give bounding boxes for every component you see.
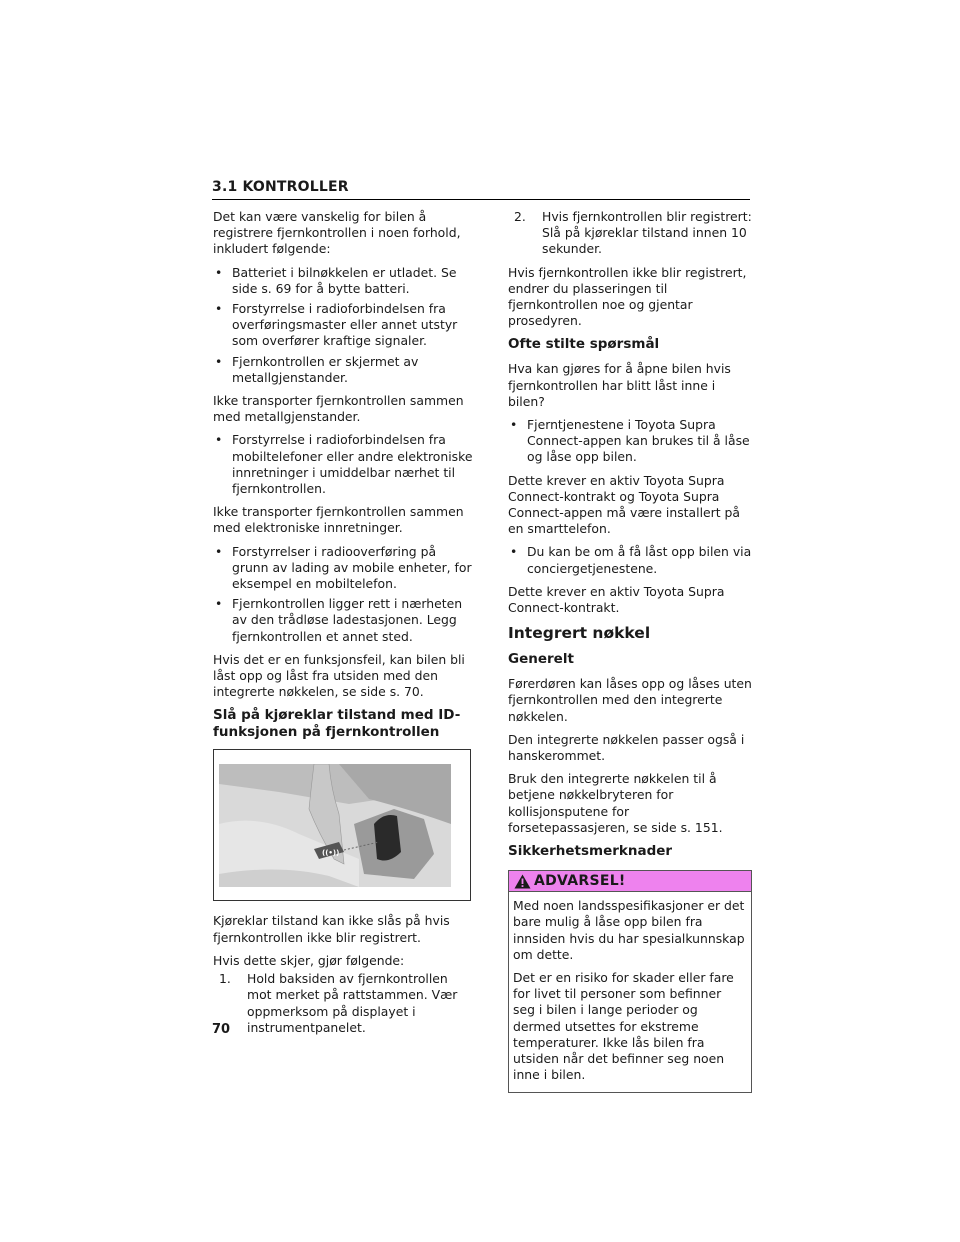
step-number: 2. [514,209,526,224]
list-item: • Forstyrrelse i radioforbindelsen fra overføringsmaster eller annet utstyr som overfører kraftige signaler. [213,301,475,350]
general-paragraph-3: Bruk den integrerte nøkkelen til å betjene nøkkelbryteren for kollisjonsputene for forsetepassasjeren, se side s. 151. [508,771,723,835]
steps-list-left [213,971,475,1036]
heading-faq: Ofte stilte spørsmål [508,336,660,353]
if-this-paragraph: Hvis dette skjer, gjør følgende: [213,952,405,968]
svg-text:((•)): ((•)) [322,849,340,858]
warning-triangle-icon [514,874,531,889]
step-item [508,209,752,258]
metal-paragraph: Ikke transporter fjernkontrollen sammen med metallgjenstander. [213,393,464,425]
step-text: Hold baksiden av fjernkontrollen mot merket på rattstammen. Vær oppmerksom på displayet i instrumentpanelet. [247,971,458,1035]
warning-paragraph-2: Det er en risiko for skader eller fare for livet til personer som befinner seg i bilen i lange perioder og dermed utsettes for ekstreme temperaturer. Ikke lås bilen fra utsiden når det befinner seg noen inne i bilen. [513,969,734,1083]
heading-safety-notes: Sikkerhetsmerknader [508,843,673,860]
steps-list-right [508,209,752,258]
warning-body [509,892,751,1092]
left-column [213,209,475,1043]
step-text: Hvis fjernkontrollen blir registrert: Slå på kjøreklar tilstand innen 10 sekunder. [542,209,752,257]
requires-contract-paragraph: Dette krever en aktiv Toyota Supra Connect-kontrakt. [508,583,725,616]
list-item: • Fjernkontrollen er skjermet av metallgjenstander. [213,354,475,386]
not-registered-paragraph: Hvis fjernkontrollen ikke blir registrert, endrer du plasseringen til fjernkontrollen noe og gjentar prosedyren. [508,264,747,329]
section-title: 3.1 KONTROLLER [212,179,349,195]
warning-paragraph-1: Med noen landsspesifikasjoner er det bare mulig å låse opp bilen fra innsiden hvis du har spesialkunnskap om dette. [513,898,745,962]
fault-paragraph: Hvis det er en funksjonsfeil, kan bilen bli låst opp og låst fra utsiden med den integrerte nøkkelen, se side s. 70. [213,651,465,700]
list-item: • Fjernkontrollen ligger rett i nærheten av den trådløse ladestasjonen. Legg fjernkontrollen et annet sted. [213,596,475,645]
list-item: • Forstyrrelser i radiooverføring på grunn av lading av mobile enheter, for eksempel en mobiltelefon. [213,544,475,593]
page-number: 70 [212,1022,231,1037]
warning-box [508,870,752,1093]
requires-contract-app-paragraph: Dette krever en aktiv Toyota Supra Connect-kontrakt og Toyota Supra Connect-appen må være installert på en smarttelefon. [508,472,740,537]
electronic-paragraph: Ikke transporter fjernkontrollen sammen med elektroniske innretninger. [213,504,464,536]
general-paragraph-1: Førerdøren kan låses opp og låses uten fjernkontrollen med den integrerte nøkkelen. [508,676,752,724]
heading-general: Generelt [508,651,574,668]
question-paragraph: Hva kan gjøres for å åpne bilen hvis fjernkontrollen har blitt låst inne i bilen? [508,361,731,409]
section-divider [212,199,750,200]
list-item: • Batteriet i bilnøkkelen er utladet. Se side s. 69 for å bytte batteri. [213,265,475,297]
right-column [508,209,752,1093]
bullet-list-interference [213,432,475,497]
bullet-list-conditions [213,265,475,386]
steering-column-figure [213,749,471,901]
heading-integrated-key: Integrert nøkkel [508,624,651,643]
general-paragraph-2: Den integrerte nøkkelen passer også i hanskerommet. [508,731,745,764]
list-item: • Forstyrrelse i radioforbindelsen fra mobiltelefoner eller andre elektroniske innretninger i umiddelbar nærhet til fjernkontrollen. [213,432,475,497]
cannot-start-paragraph: Kjøreklar tilstand kan ikke slås på hvis fjernkontrollen ikke blir registrert. [213,913,450,945]
bullet-list-concierge [508,544,752,576]
step-item [213,971,475,1036]
step-number: 1. [219,971,231,987]
bullet-list-charging [213,544,475,645]
bullet-list-remote-services [508,417,752,466]
steering-column-illustration [219,764,451,887]
list-item: • Fjerntjenestene i Toyota Supra Connect-appen kan brukes til å låse og låse opp bilen. [508,417,752,466]
heading-id-function: Slå på kjøreklar tilstand med ID-funksjonen på fjernkontrollen [213,707,461,741]
intro-paragraph: Det kan være vanskelig for bilen å registrere fjernkontrollen i noen forhold, inkludert følgende: [213,209,461,257]
warning-header [509,871,751,892]
list-item: • Du kan be om å få låst opp bilen via conciergetjenestene. [508,544,752,576]
warning-title: ADVARSEL! [534,872,626,889]
